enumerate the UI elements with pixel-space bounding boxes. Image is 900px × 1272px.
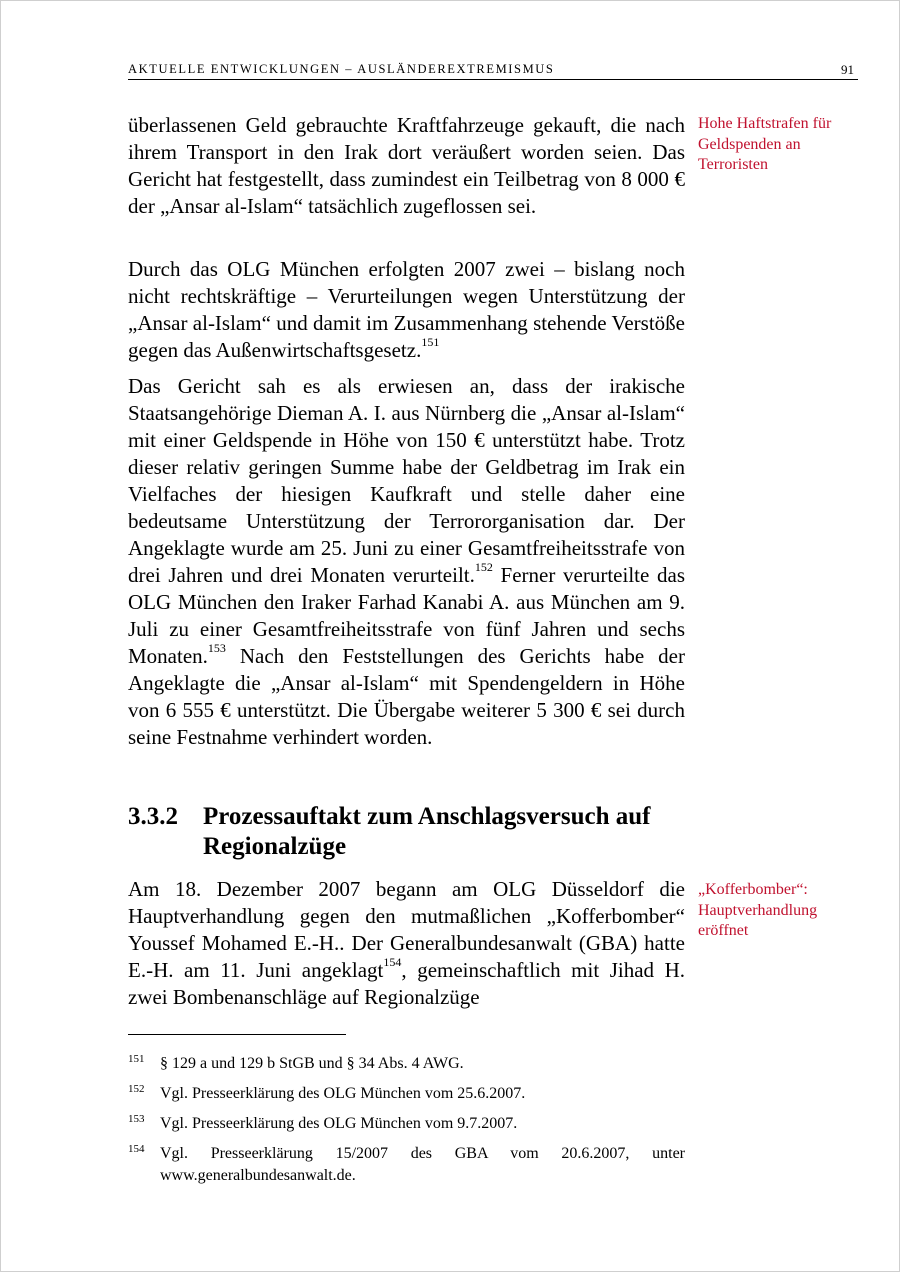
paragraph-1: überlassenen Geld gebrauchte Kraftfahrzeuge gekauft, die nach ihrem Transport in den Irak dort veräußert worden seien. Das Gericht hat festgestellt, dass zumindest ein Teilbetrag von 8 000 € der „Ansar al-Islam“ tatsächlich zugeflossen sei. [128,113,685,218]
footnote-text: § 129 a und 129 b StGB und § 34 Abs. 4 AWG. [160,1055,464,1072]
footnote-ref-152[interactable]: 152 [474,560,493,574]
paragraph-3-part-c: Nach den Feststellungen des Gerichts habe der Angeklagte die „Ansar al-Islam“ mit Spendengeldern in Höhe von 6 555 € unterstützt. Die Übergabe weiterer 5 300 € sei durch seine Festnahme verhindert worden. [128,644,685,749]
footnote-ref-154[interactable]: 154 [383,955,402,969]
paragraph-3-part-a: Das Gericht sah es als erwiesen an, dass der irakische Staatsangehörige Dieman A. I. aus Nürnberg die „Ansar al-Islam“ mit einer Geldspende in Höhe von 150 € unterstützt habe. Trotz dieser relativ geringen Summe habe der Geldbetrag im Irak ein Vielfaches der hiesigen Kaufkraft und stelle daher eine bedeutsame Unterstützung der Terrororganisation dar. Der Angeklagte wurde am 25. Juni zu einer Gesamtfreiheitsstrafe von drei Jahren und drei Monaten verurteilt. [128,374,685,587]
header-title: AKTUELLE ENTWICKLUNGEN – AUSLÄNDEREXTREMISMUS [128,62,555,76]
footnote-number: 152 [128,1083,145,1095]
section-number: 3.3.2 [128,803,178,830]
page-number: 91 [841,62,854,77]
paragraph-3-part-b: Ferner verurteilte das OLG München den Iraker Farhad Kanabi A. aus München am 9. Juli zu einer Gesamtfreiheitsstrafe von fünf Jahren und sechs Monaten. [128,563,686,668]
footnote-number: 153 [128,1113,145,1125]
paragraph-4 [128,876,685,1011]
footnote-ref-151[interactable]: 151 [421,335,440,349]
footnote-separator [128,1034,346,1035]
footnote-text: Vgl. Presseerklärung 15/2007 des GBA vom 20.6.2007, unter www.generalbundesanwalt.de. [160,1145,685,1184]
footnote-number: 151 [128,1053,145,1065]
section-title: Prozessauftakt zum Anschlagsversuch auf Regionalzüge [203,803,651,860]
footnote-ref-153[interactable]: 153 [207,641,226,655]
header-rule [128,79,858,80]
margin-note-kofferbomber: „Kofferbomber“: Hauptverhandlung eröffnet [698,881,818,939]
footnote-number: 154 [128,1143,145,1155]
margin-note-haftstrafen: Hohe Haftstrafen für Geldspenden an Terroristen [698,115,832,173]
paragraph-4-part-a: Am 18. Dezember 2007 begann am OLG Düsseldorf die Hauptverhandlung gegen den mutmaßlichen „Kofferbomber“ Youssef Mohamed E.-H.. Der Generalbundesanwalt (GBA) hatte E.-H. am 11. Juni angeklagt [128,877,685,982]
paragraph-4-part-b: , gemeinschaftlich mit Jihad H. zwei Bombenanschläge auf Regionalzüge [128,958,685,1009]
footnote-text: Vgl. Presseerklärung des OLG München vom 9.7.2007. [160,1115,518,1132]
paragraph-2-text: Durch das OLG München erfolgten 2007 zwei – bislang noch nicht rechtskräftige – Verurteilungen wegen Unterstützung der „Ansar al-Islam“ und damit im Zusammenhang stehende Verstöße gegen das Außenwirtschaftsgesetz. [128,257,685,362]
footnote-text: Vgl. Presseerklärung des OLG München vom 25.6.2007. [160,1085,526,1102]
paragraph-2 [128,256,685,364]
paragraph-3 [128,373,685,751]
